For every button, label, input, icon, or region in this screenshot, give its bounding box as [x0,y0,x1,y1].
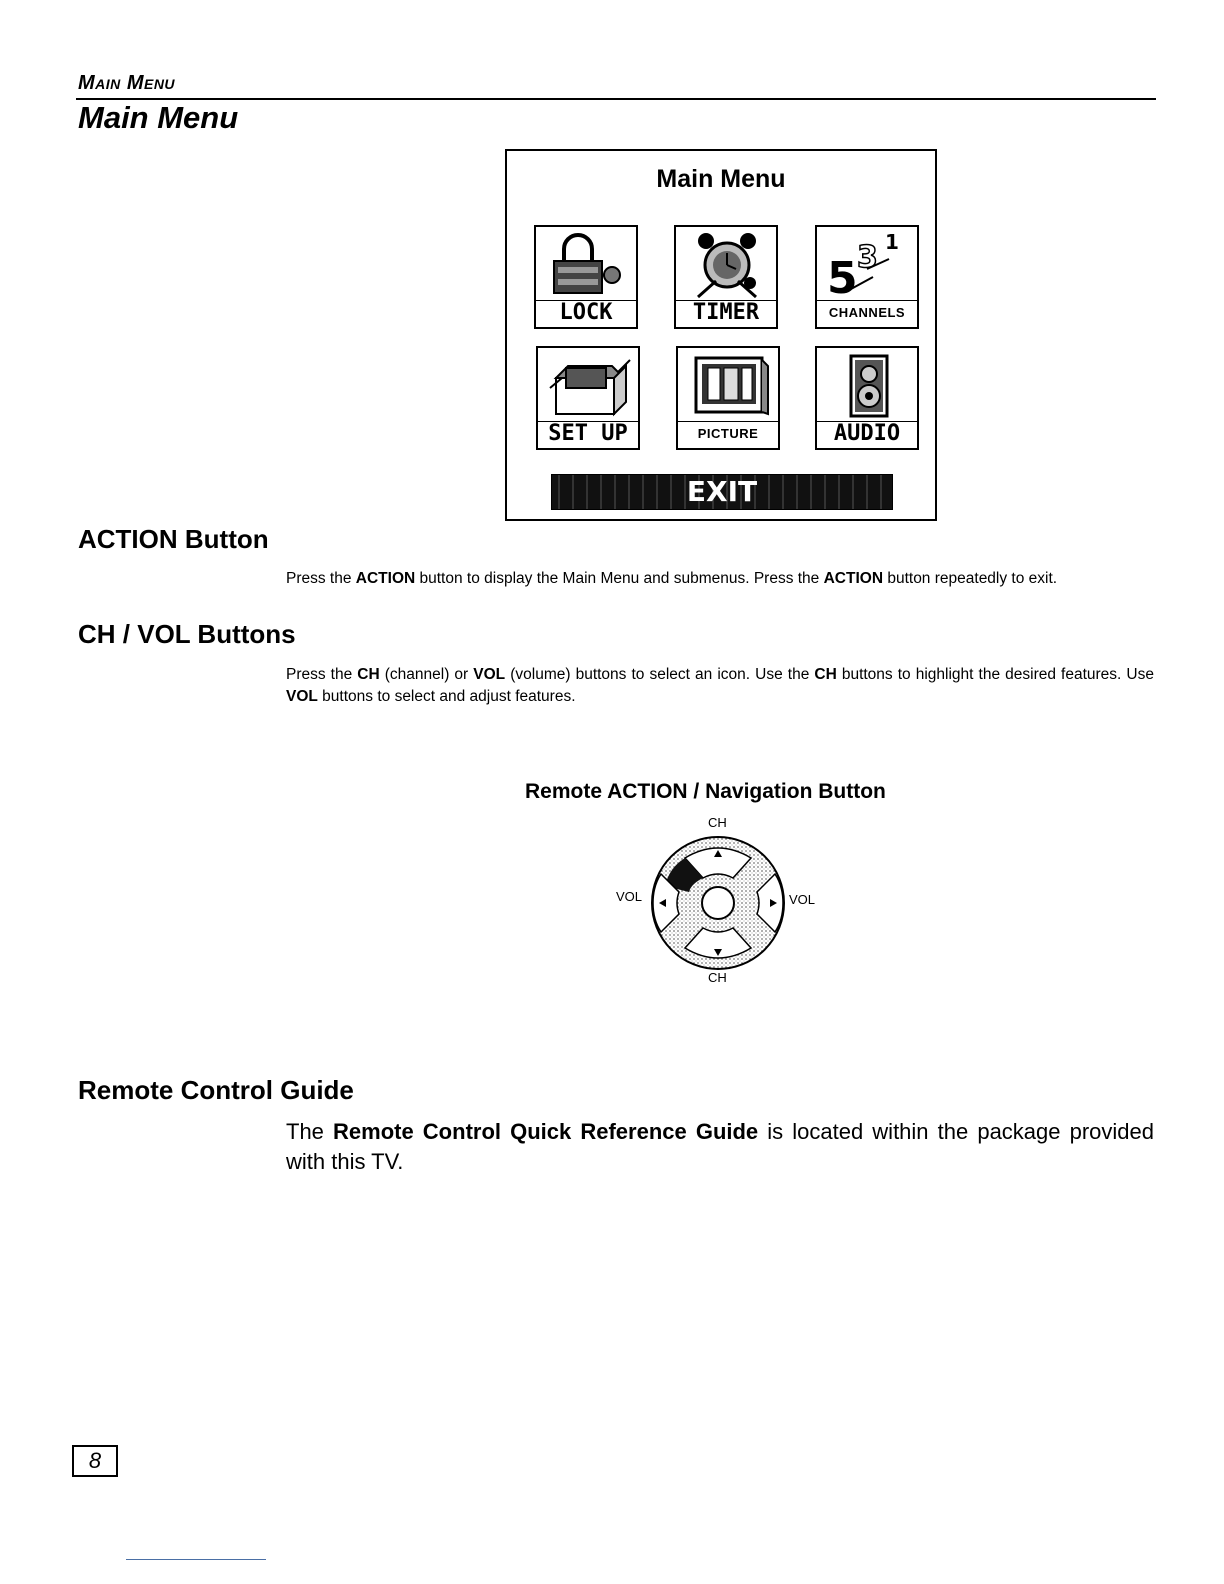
lock-label: LOCK [536,300,636,325]
tv-picture-icon [688,352,772,420]
lock-tile[interactable] [534,225,638,329]
exit-label: EXIT [686,475,758,508]
svg-text:3: 3 [857,240,878,275]
remote-guide-heading: Remote Control Guide [78,1075,354,1105]
action-button-heading: ACTION Button [78,524,269,554]
setup-tile[interactable] [536,346,640,450]
picture-tile[interactable] [676,346,780,450]
audio-label: AUDIO [817,421,917,446]
alarm-clock-icon [686,231,770,299]
exit-button[interactable] [551,474,893,510]
nav-figure-title: Remote ACTION / Navigation Button [525,780,886,803]
nav-vol-right-label: VOL [789,892,816,907]
footer-rule [126,1559,266,1560]
nav-ch-down-label: CH [708,970,727,985]
remote-guide-description: The Remote Control Quick Reference Guide is located within the package provided with this TV. [286,1119,1154,1174]
speaker-icon [827,352,911,420]
section-label: Main Menu [78,72,176,94]
channels-icon [827,231,911,299]
ch-vol-description: Press the CH (channel) or VOL (volume) buttons to select an icon. Use the CH buttons to highlight the desired features. Use VOL buttons to select and adjust features. [286,666,1154,705]
box-setup-icon [548,352,632,420]
navigation-button-diagram [645,830,791,976]
audio-tile[interactable] [815,346,919,450]
channels-tile[interactable] [815,225,919,329]
nav-ch-up-label: CH [708,815,727,830]
page-number: 8 [72,1445,118,1477]
action-button-description: Press the ACTION button to display the Main Menu and submenus. Press the ACTION button repeatedly to exit. [286,570,1058,587]
svg-text:5: 5 [827,253,858,299]
picture-label: PICTURE [678,421,778,446]
page-title: Main Menu [78,100,239,135]
svg-text:1: 1 [885,231,899,254]
nav-action-center-button[interactable] [702,887,734,919]
setup-label: SET UP [538,421,638,446]
menu-screen-title: Main Menu [656,165,786,193]
channels-label: CHANNELS [817,300,917,325]
nav-vol-left-label: VOL [616,889,643,904]
timer-label: TIMER [676,300,776,325]
ch-vol-heading: CH / VOL Buttons [78,619,296,649]
main-menu-screen [505,149,937,521]
timer-tile[interactable] [674,225,778,329]
lock-icon [546,231,630,299]
